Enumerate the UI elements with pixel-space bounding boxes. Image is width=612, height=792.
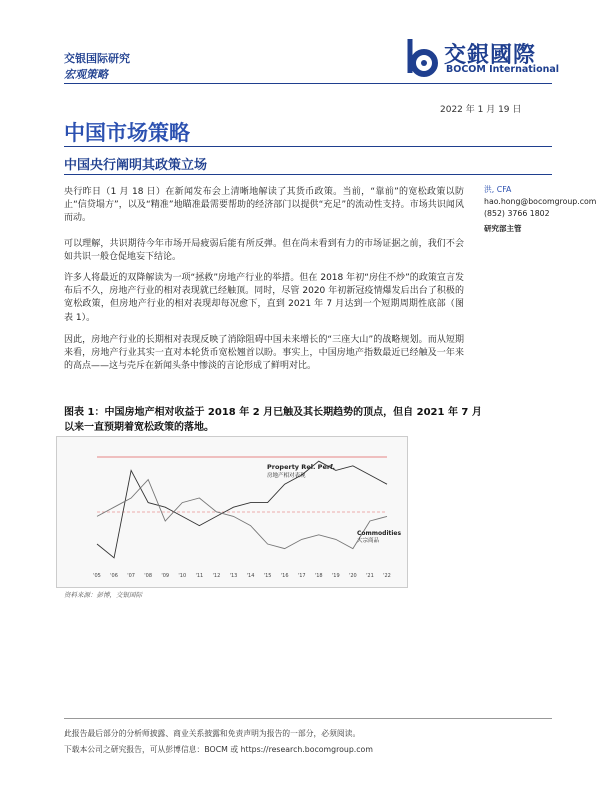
author-email[interactable]: hao.hong@bocomgroup.com bbox=[484, 197, 597, 206]
author-block bbox=[484, 184, 596, 235]
label-property: Property Rel. Perf. bbox=[267, 463, 336, 471]
x-tick-label: '07 bbox=[127, 573, 135, 579]
label-commodities: Commodities bbox=[357, 530, 402, 537]
subtitle-rule bbox=[64, 174, 552, 175]
footer-rule bbox=[64, 718, 552, 719]
report-title: 中国市场策略 bbox=[64, 121, 190, 145]
paragraph-1: 央行昨日（1 月 18 日）在新闻发布会上清晰地解读了其货币政策。当前，“靠前”的宽松政策以防止“信贷塌方”，以及“精准”地瞄准最需要帮助的经济部门以提供“充足”的流动性支持。市场共识闻风而动。 bbox=[64, 187, 464, 224]
x-tick-label: '06 bbox=[110, 573, 118, 579]
header-rule bbox=[64, 83, 552, 84]
x-tick-label: '20 bbox=[349, 573, 357, 579]
label-property-cn: 房地产相对表现 bbox=[267, 473, 306, 479]
title-rule bbox=[64, 146, 552, 147]
x-tick-label: '15 bbox=[263, 573, 272, 579]
property-chart bbox=[56, 436, 408, 588]
author-phone: (852) 3766 1802 bbox=[484, 209, 550, 218]
x-tick-label: '21 bbox=[366, 573, 374, 579]
x-tick-label: '18 bbox=[314, 573, 323, 579]
x-tick-label: '05 bbox=[93, 573, 101, 579]
figure-source: 资料来源：彭博，交银国际 bbox=[64, 591, 142, 599]
x-tick-label: '16 bbox=[280, 573, 289, 579]
footer-disclosure: 此报告最后部分的分析师披露、商业关系披露和免责声明为报告的一部分，必须阅读。 bbox=[64, 729, 361, 738]
x-tick-label: '13 bbox=[229, 573, 238, 579]
author-role: 研究部主管 bbox=[484, 224, 522, 233]
brand-name: 交银国际研究 bbox=[64, 52, 130, 65]
x-tick-label: '08 bbox=[144, 573, 153, 579]
paragraph-4: 因此，房地产行业的长期相对表现反映了消除阻碍中国未来增长的“三座大山”的战略规划。而从短期来看，房地产行业其实一直对本轮货币宽松翘首以盼。事实上，中国房地产指数最近已经触及一年来的高点——这与壳斥在新闻头条中惨淡的言论形成了鲜明对比。 bbox=[64, 335, 464, 372]
series-line-1 bbox=[97, 480, 387, 549]
x-tick-label: '10 bbox=[178, 573, 187, 579]
paragraph-2: 可以理解，共识期待今年市场开局疲弱后能有所反弹。但在尚未看到有力的市场证据之前，我们不会如共识一般仓促地妄下结论。 bbox=[64, 239, 464, 263]
x-tick-label: '14 bbox=[246, 573, 255, 579]
x-tick-label: '09 bbox=[161, 573, 170, 579]
author-name: 洪 bbox=[484, 185, 492, 194]
x-tick-label: '12 bbox=[212, 573, 221, 579]
report-subtitle: 中国央行阐明其政策立场 bbox=[64, 158, 208, 173]
paragraph-3: 许多人将最近的双降解读为一项“拯救”房地产行业的举措。但在 2018 年初“房住不炒”的政策宣言发布后不久，房地产行业的相对表现就已经触顶。同时，尽管 2020 年初新冠疫情爆发后出台了积极的宽松政策，但房地产行业的相对表现却每况愈下，直到 2021 年 7 月达到一个短期周期性底部（图表 1）。 bbox=[64, 273, 464, 323]
report-date: 2022 年 1 月 19 日 bbox=[440, 105, 522, 115]
x-tick-label: '19 bbox=[331, 573, 340, 579]
logo-en-text: BOCOM International bbox=[446, 64, 560, 75]
figure-title: 图表 1：中国房地产相对收益于 2018 年 2 月已触及其长期趋势的顶点，但自 2021 年 7 月以来一直预期着宽松政策的落地。 bbox=[64, 407, 482, 433]
author-cfa: , CFA bbox=[491, 185, 512, 194]
bocom-logo-icon bbox=[404, 37, 440, 77]
x-tick-label: '11 bbox=[195, 573, 204, 579]
logo-cn-text: 交銀國際 bbox=[444, 43, 537, 68]
section-label: 宏观策略 bbox=[64, 68, 108, 81]
x-tick-label: '22 bbox=[383, 573, 391, 579]
x-tick-label: '17 bbox=[297, 573, 306, 579]
label-commodities-cn: 大宗商品 bbox=[357, 538, 380, 544]
footer-download[interactable]: 下载本公司之研究报告，可从彭博信息：BOCM 或 https://research.bocomgroup.com bbox=[64, 745, 373, 754]
